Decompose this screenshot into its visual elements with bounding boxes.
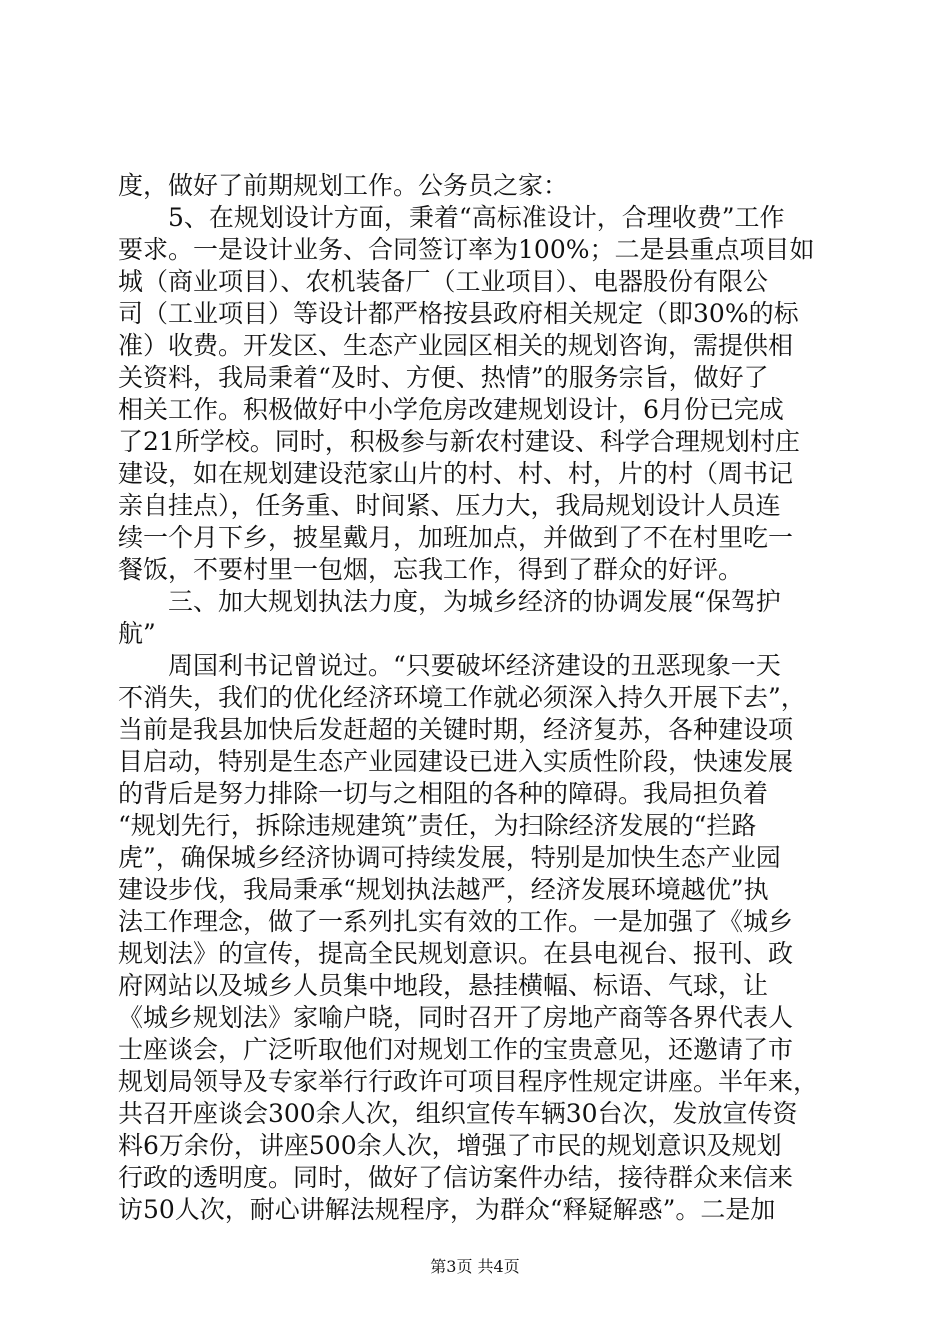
text-line: 司（工业项目）等设计都严格按县政府相关规定（即30%的标 [118, 299, 799, 328]
text-line: 目启动，特别是生态产业园建设已进入实质性阶段，快速发展 [118, 747, 794, 776]
text-line: 府网站以及城乡人员集中地段，悬挂横幅、标语、气球，让 [118, 971, 769, 1000]
text-line: 度，做好了前期规划工作。公务员之家： [118, 171, 569, 200]
text-line: 5、在规划设计方面，秉着“高标准设计，合理收费”工作 [118, 203, 785, 232]
text-line: 士座谈会，广泛听取他们对规划工作的宝贵意见，还邀请了市 [118, 1035, 794, 1064]
text-line: 不消失，我们的优化经济环境工作就必须深入持久开展下去”， [118, 683, 806, 712]
document-body [118, 170, 838, 1226]
page-number-footer: 第3页 共4页 [430, 1257, 520, 1276]
text-line: 《城乡规划法》家喻户晓，同时召开了房地产商等各界代表人 [118, 1003, 794, 1032]
text-line: 法工作理念，做了一系列扎实有效的工作。一是加强了《城乡 [118, 907, 794, 936]
text-line: 亲自挂点），任务重、时间紧、压力大，我局规划设计人员连 [118, 491, 781, 520]
text-line: 了21所学校。同时，积极参与新农村建设、科学合理规划村庄 [118, 427, 800, 456]
text-line: 城（商业项目）、农机装备厂（工业项目）、电器股份有限公 [118, 267, 769, 296]
text-line: 虎”，确保城乡经济协调可持续发展，特别是加快生态产业园 [118, 843, 781, 872]
text-line: 行政的透明度。同时，做好了信访案件办结，接待群众来信来 [118, 1163, 794, 1192]
text-line: 准）收费。开发区、生态产业园区相关的规划咨询，需提供相 [118, 331, 794, 360]
text-line: 访50人次，耐心讲解法规程序，为群众“释疑解惑”。二是加 [118, 1195, 776, 1224]
text-line: 建设步伐，我局秉承“规划执法越严，经济发展环境越优”执 [118, 875, 769, 904]
section-heading-line: 航” [118, 619, 156, 648]
text-line: 共召开座谈会300余人次，组织宣传车辆30台次，发放宣传资 [118, 1099, 798, 1128]
section-heading-line: 三、加大规划执法力度，为城乡经济的协调发展“保驾护 [118, 587, 781, 616]
text-line: 建设，如在规划建设范家山片的村、村、村，片的村（周书记 [118, 459, 794, 488]
text-line: 关资料，我局秉着“及时、方便、热情”的服务宗旨，做好了 [118, 363, 769, 392]
text-line: 规划局领导及专家举行行政许可项目程序性规定讲座。半年来， [118, 1067, 819, 1096]
text-line: 餐饭，不要村里一包烟，忘我工作，得到了群众的好评。 [118, 555, 744, 584]
text-line: 料6万余份，讲座500余人次，增强了市民的规划意识及规划 [118, 1131, 782, 1160]
text-line: 规划法》的宣传，提高全民规划意识。在县电视台、报刊、政 [118, 939, 794, 968]
text-line: 续一个月下乡，披星戴月，加班加点，并做到了不在村里吃一 [118, 523, 794, 552]
text-line: 相关工作。积极做好中小学危房改建规划设计，6月份已完成 [118, 395, 784, 424]
text-line: 的背后是努力排除一切与之相阻的各种的障碍。我局担负着 [118, 779, 769, 808]
text-line: “规划先行，拆除违规建筑”责任，为扫除经济发展的“拦路 [118, 811, 757, 840]
text-line: 周国利书记曾说过。“只要破坏经济建设的丑恶现象一天 [118, 651, 781, 680]
text-line: 当前是我县加快后发赶超的关键时期，经济复苏，各种建设项 [118, 715, 794, 744]
text-line: 要求。一是设计业务、合同签订率为100%；二是县重点项目如 [118, 235, 815, 264]
